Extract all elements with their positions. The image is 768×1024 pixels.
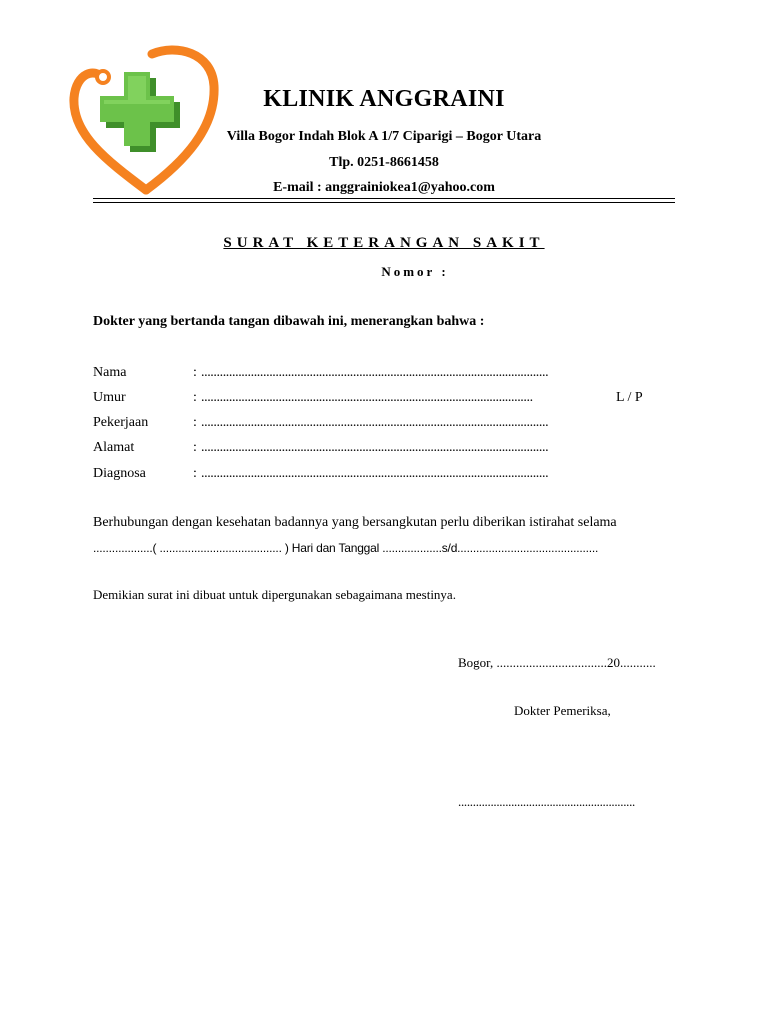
field-label-pekerjaan: Pekerjaan bbox=[93, 415, 149, 430]
signer-title: Dokter Pemeriksa, bbox=[514, 703, 611, 718]
field-blank-pekerjaan: ................................................................................................................ bbox=[201, 415, 549, 430]
rest-statement: Berhubungan dengan kesehatan badannya yang bersangkutan perlu diberikan istirahat selama bbox=[93, 515, 617, 530]
field-blank-diagnosa: ................................................................................................................ bbox=[201, 466, 549, 481]
document-title: SURAT KETERANGAN SAKIT bbox=[223, 235, 545, 251]
place-date-line: Bogor, ..................................20........... bbox=[458, 655, 656, 670]
gender-option: L / P bbox=[616, 390, 643, 405]
rest-duration-line: ...................( ....................................... ) Hari dan Tanggal ...................s/d............................................. bbox=[93, 541, 599, 555]
field-label-alamat: Alamat bbox=[93, 440, 135, 455]
clinic-email: E-mail : anggrainiokea1@yahoo.com bbox=[273, 180, 495, 195]
field-blank-nama: ................................................................................................................ bbox=[201, 365, 549, 380]
closing-statement: Demikian surat ini dibuat untuk dipergunakan sebagaimana mestinya. bbox=[93, 587, 456, 602]
intro-statement: Dokter yang bertanda tangan dibawah ini, menerangkan bahwa : bbox=[93, 314, 485, 329]
field-colon: : bbox=[193, 365, 197, 380]
clinic-address: Villa Bogor Indah Blok A 1/7 Ciparigi – Bogor Utara bbox=[226, 129, 542, 144]
field-colon: : bbox=[193, 440, 197, 455]
document-number-label: Nomor : bbox=[381, 264, 449, 279]
header-divider bbox=[93, 198, 675, 199]
field-colon: : bbox=[193, 390, 197, 405]
field-label-umur: Umur bbox=[93, 390, 126, 405]
clinic-phone: Tlp. 0251-8661458 bbox=[329, 155, 439, 170]
header-divider-secondary bbox=[93, 202, 675, 203]
clinic-logo bbox=[66, 42, 222, 198]
field-colon: : bbox=[193, 415, 197, 430]
signature-line: ............................................................ bbox=[458, 794, 636, 809]
field-blank-umur: ........................................................................................................... bbox=[201, 390, 533, 405]
field-blank-alamat: ................................................................................................................ bbox=[201, 440, 549, 455]
field-colon: : bbox=[193, 466, 197, 481]
clinic-name: KLINIK ANGGRAINI bbox=[263, 86, 505, 112]
field-label-diagnosa: Diagnosa bbox=[93, 466, 146, 481]
field-label-nama: Nama bbox=[93, 365, 127, 380]
